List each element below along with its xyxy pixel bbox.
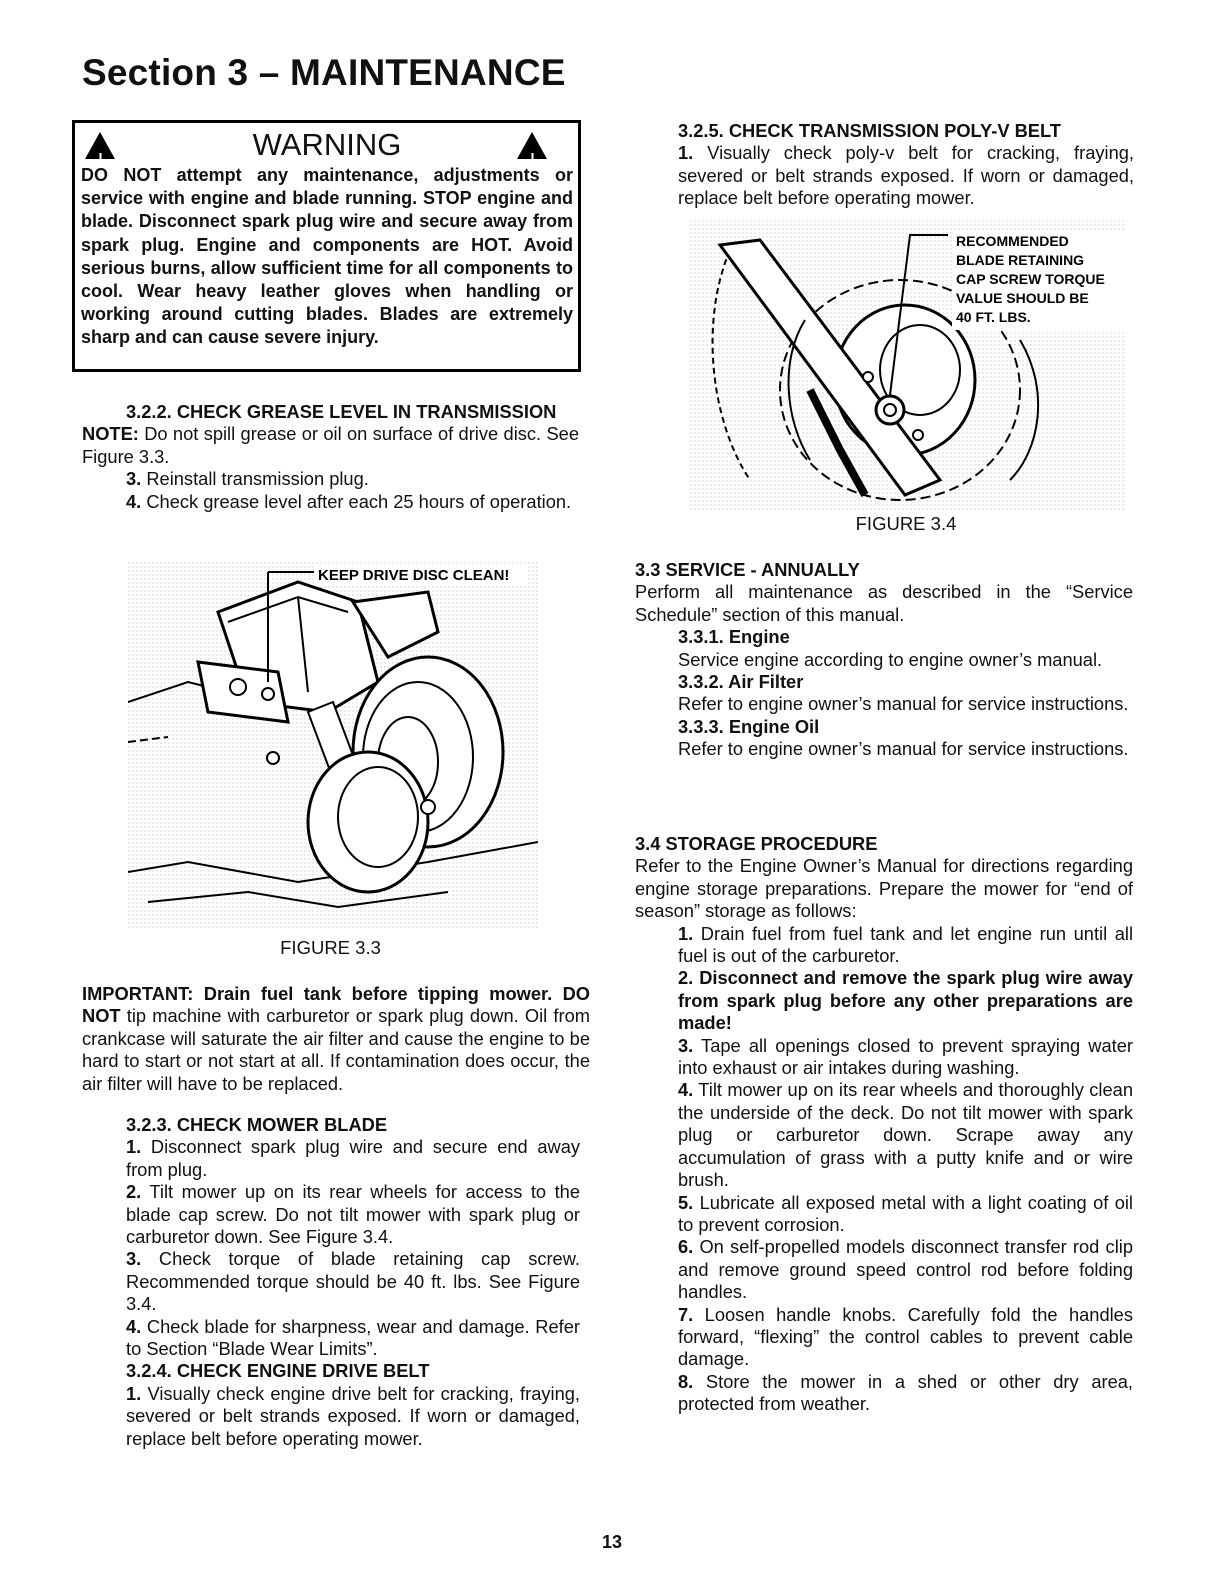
section-heading: 3.3 SERVICE - ANNUALLY <box>635 559 860 580</box>
list-item: 5. Lubricate all exposed metal with a light coating of oil to prevent corrosion. <box>678 1191 1133 1235</box>
list-item: 8. Store the mower in a shed or other dry area, protected from weather. <box>678 1370 1133 1415</box>
list-item: 4. Check blade for sharpness, wear and damage. Refer to Section “Blade Wear Limits”. <box>126 1315 580 1360</box>
section-heading: 3.2.4. CHECK ENGINE DRIVE BELT <box>126 1360 430 1382</box>
section-heading: 3.2.3. CHECK MOWER BLADE <box>126 1114 388 1135</box>
figure-3-3-image <box>128 562 538 930</box>
subsection-heading: 3.3.2. Air Filter <box>678 671 804 693</box>
page-number: 13 <box>601 1532 623 1552</box>
list-item: 6. On self-propelled models disconnect transfer rod clip and remove ground speed control rod before folding handles. <box>678 1236 1133 1303</box>
subsection-heading: 3.3.3. Engine Oil <box>678 715 820 737</box>
figure-3-3-callout: KEEP DRIVE DISC CLEAN! <box>318 567 510 584</box>
list-item: 7. Loosen handle knobs. Carefully fold the handles forward, “flexing” the control cables to prevent cable damage. <box>678 1303 1133 1370</box>
list-item: 1. Disconnect spark plug wire and secure end away from plug. <box>126 1136 580 1180</box>
subsection-heading: 3.3.1. Engine <box>678 626 790 648</box>
important-paragraph <box>82 983 590 1095</box>
paragraph: Refer to engine owner’s manual for service instructions. <box>678 693 1129 715</box>
paragraph: Perform all maintenance as described in the “Service Schedule” section of this manual. <box>635 581 1133 625</box>
note-label: NOTE: <box>82 423 139 445</box>
paragraph: Service engine according to engine owner’s manual. <box>678 648 1103 670</box>
figure-3-3-caption: FIGURE 3.3 <box>280 937 381 958</box>
list-item: 1. Drain fuel from fuel tank and let engine run until all fuel is out of the carburetor. <box>678 922 1133 967</box>
list-item: 3. Reinstall transmission plug. <box>126 468 369 490</box>
section-3-2-3 <box>126 1114 580 1450</box>
section-3-4 <box>635 833 1133 1416</box>
list-item: 4. Check grease level after each 25 hours of operation. <box>126 490 572 512</box>
list-item: 3. Check torque of blade retaining cap screw. Recommended torque should be 40 ft. lbs. See Figure 3.4. <box>126 1248 580 1315</box>
important-label: IMPORTANT: Drain fuel tank before tipping mower. DO NOT <box>82 983 590 1027</box>
warning-title-row <box>81 126 573 167</box>
warning-title: WARNING <box>252 127 402 162</box>
figure-3-4-callout: RECOMMENDED BLADE RETAINING CAP SCREW TORQUE VALUE SHOULD BE 40 FT. LBS. <box>956 233 1105 325</box>
paragraph: Refer to the Engine Owner’s Manual for directions regarding engine storage preparations. Prepare the mower for “end of season” storage as follows: <box>635 855 1133 922</box>
paragraph: Refer to engine owner’s manual for service instructions. <box>678 738 1129 760</box>
warning-text: DO NOT attempt any maintenance, adjustments or service with engine and blade running. STOP engine and blade. Disconnect spark plug wire and secure away from spark plug. Engine and components are HOT. Avoid serious burns, allow sufficient time for all components to cool. Wear heavy leather gloves when handling or working around cutting blades. Blades are extremely sharp and can cause severe injury. <box>81 165 573 348</box>
page-title: Section 3 – MAINTENANCE <box>82 52 566 93</box>
list-item: 1. Visually check engine drive belt for cracking, fraying, severed or belt strands exposed. If worn or damaged, replace belt before operating mower. <box>126 1382 580 1449</box>
section-heading: 3.2.5. CHECK TRANSMISSION POLY-V BELT <box>678 120 1061 141</box>
list-item: 1. Visually check poly-v belt for cracking, fraying, severed or belt strands exposed. If worn or damaged, replace belt before operating mower. <box>678 142 1134 209</box>
warning-triangle-icon: ! <box>85 132 115 159</box>
section-heading: 3.2.2. CHECK GREASE LEVEL IN TRANSMISSION <box>126 401 557 422</box>
section-3-3 <box>635 559 1133 761</box>
warning-triangle-icon: ! <box>517 132 547 159</box>
figure-3-4-image <box>690 220 1124 510</box>
section-3-2-2 <box>82 401 579 513</box>
list-item: 3. Tape all openings closed to prevent spraying water into exhaust or air intakes during washing. <box>678 1034 1133 1079</box>
list-item: 2. Tilt mower up on its rear wheels for access to the blade cap screw. Do not tilt mower with spark plug or carburetor down. See Figure 3.4. <box>126 1181 580 1248</box>
section-3-2-5 <box>678 120 1134 210</box>
note-text: Do not spill grease or oil on surface of drive disc. See Figure 3.3. <box>82 423 579 467</box>
warning-box <box>72 120 581 372</box>
list-item: 2. Disconnect and remove the spark plug wire away from spark plug before any other preparations are made! <box>678 967 1133 1034</box>
section-heading: 3.4 STORAGE PROCEDURE <box>635 833 878 854</box>
important-text: tip machine with carburetor or spark plug down. Oil from crankcase will saturate the air filter and cause the engine to be hard to start or not start at all. If contamination does occur, the air filter will have to be replaced. <box>82 1005 590 1094</box>
list-item: 4. Tilt mower up on its rear wheels and thoroughly clean the underside of the deck. Do not tilt mower with spark plug or carburetor down. Scrape away any accumulation of grass with a putty knife and or wire brush. <box>678 1079 1133 1191</box>
figure-3-4-caption: FIGURE 3.4 <box>855 513 957 534</box>
